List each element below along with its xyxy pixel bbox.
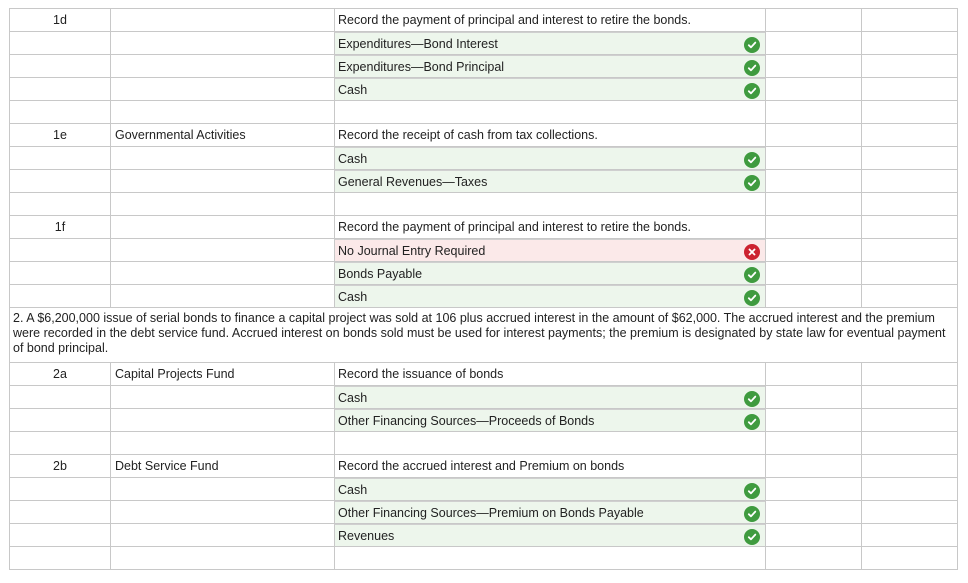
problem-2-description: 2. A $6,200,000 issue of serial bonds to finance a capital project was sold at 106 plus accrued interest in the amount of $62,000. The accrued interest and the premium were recorded in the debt service fund. Accrued interest on bonds sold must be used for interest payments; the premium is designated by state law for eventual payment of bond principal. <box>9 308 958 363</box>
credit-input[interactable] <box>861 386 958 408</box>
number-cell <box>9 262 110 284</box>
debit-input[interactable] <box>765 78 861 100</box>
fund-cell[interactable]: Governmental Activities <box>110 124 334 146</box>
account-name: Revenues <box>338 529 395 543</box>
table-row <box>9 262 958 285</box>
check-icon <box>744 83 760 99</box>
debit-input[interactable] <box>765 547 861 569</box>
instruction-text: Record the receipt of cash from tax collections. <box>334 124 765 146</box>
check-icon <box>744 529 760 545</box>
table-row <box>9 455 958 478</box>
credit-input[interactable] <box>861 239 958 261</box>
account-cell-empty[interactable] <box>334 193 765 215</box>
fund-cell[interactable] <box>110 193 334 215</box>
check-icon <box>744 290 760 306</box>
table-row <box>9 285 958 308</box>
fund-cell[interactable] <box>110 78 334 100</box>
account-cell-empty[interactable] <box>334 432 765 454</box>
fund-cell[interactable] <box>110 432 334 454</box>
debit-input[interactable] <box>765 409 861 431</box>
fund-cell[interactable] <box>110 262 334 284</box>
table-row <box>9 432 958 455</box>
fund-cell[interactable] <box>110 524 334 546</box>
number-cell <box>9 78 110 100</box>
fund-cell[interactable]: Capital Projects Fund <box>110 363 334 385</box>
transaction-number: 1d <box>9 9 110 31</box>
fund-cell[interactable] <box>110 55 334 77</box>
account-select[interactable] <box>334 285 765 307</box>
number-cell <box>9 147 110 169</box>
table-row <box>9 547 958 570</box>
account-name: Bonds Payable <box>338 267 423 281</box>
table-row <box>9 9 958 32</box>
debit-cell[interactable] <box>765 9 861 31</box>
account-name: Cash <box>338 83 368 97</box>
account-name: Cash <box>338 290 368 304</box>
credit-input[interactable] <box>861 409 958 431</box>
account-select[interactable] <box>334 262 765 284</box>
number-cell <box>9 478 110 500</box>
table-row <box>9 363 958 386</box>
table-row <box>9 101 958 124</box>
account-select[interactable] <box>334 170 765 192</box>
account-name: Other Financing Sources—Proceeds of Bonds <box>338 414 595 428</box>
table-row <box>9 386 958 409</box>
number-cell <box>9 285 110 307</box>
account-name: Expenditures—Bond Interest <box>338 37 498 51</box>
credit-input[interactable] <box>861 524 958 546</box>
credit-cell[interactable] <box>861 9 958 31</box>
check-icon <box>744 506 760 522</box>
credit-input[interactable] <box>861 78 958 100</box>
account-name: General Revenues—Taxes <box>338 175 488 189</box>
account-select[interactable] <box>334 78 765 100</box>
check-icon <box>744 175 760 191</box>
fund-cell[interactable] <box>110 386 334 408</box>
debit-cell[interactable] <box>765 216 861 238</box>
account-select[interactable] <box>334 409 765 431</box>
fund-cell[interactable] <box>110 32 334 54</box>
fund-cell[interactable] <box>110 547 334 569</box>
table-row <box>9 193 958 216</box>
credit-input[interactable] <box>861 101 958 123</box>
instruction-text: Record the issuance of bonds <box>334 363 765 385</box>
account-name: Cash <box>338 483 368 497</box>
debit-input[interactable] <box>765 524 861 546</box>
debit-input[interactable] <box>765 432 861 454</box>
table-row <box>9 524 958 547</box>
debit-input[interactable] <box>765 501 861 523</box>
number-cell <box>9 524 110 546</box>
fund-cell[interactable] <box>110 239 334 261</box>
credit-cell[interactable] <box>861 124 958 146</box>
instruction-text: Record the payment of principal and interest to retire the bonds. <box>334 9 765 31</box>
account-name: No Journal Entry Required <box>338 244 486 258</box>
number-cell <box>9 101 110 123</box>
debit-input[interactable] <box>765 285 861 307</box>
fund-cell[interactable] <box>110 285 334 307</box>
debit-input[interactable] <box>765 478 861 500</box>
debit-input[interactable] <box>765 193 861 215</box>
instruction-text: Record the accrued interest and Premium on bonds <box>334 455 765 477</box>
check-icon <box>744 483 760 499</box>
credit-input[interactable] <box>861 432 958 454</box>
transaction-number: 2b <box>9 455 110 477</box>
instruction-text: Record the payment of principal and interest to retire the bonds. <box>334 216 765 238</box>
credit-input[interactable] <box>861 285 958 307</box>
account-name: Cash <box>338 152 368 166</box>
transaction-number: 1f <box>9 216 110 238</box>
table-row <box>9 501 958 524</box>
account-select[interactable] <box>334 147 765 169</box>
debit-input[interactable] <box>765 386 861 408</box>
credit-input[interactable] <box>861 478 958 500</box>
credit-input[interactable] <box>861 501 958 523</box>
account-name: Other Financing Sources—Premium on Bonds Payable <box>338 506 644 520</box>
fund-cell[interactable]: Debt Service Fund <box>110 455 334 477</box>
credit-input[interactable] <box>861 547 958 569</box>
fund-cell[interactable] <box>110 9 334 31</box>
check-icon <box>744 267 760 283</box>
account-select[interactable] <box>334 524 765 546</box>
table-row <box>9 32 958 55</box>
fund-cell[interactable] <box>110 501 334 523</box>
table-row <box>9 55 958 78</box>
account-select[interactable] <box>334 55 765 77</box>
credit-input[interactable] <box>861 147 958 169</box>
debit-input[interactable] <box>765 262 861 284</box>
check-icon <box>744 391 760 407</box>
debit-input[interactable] <box>765 147 861 169</box>
worksheet-top-edge <box>9 0 958 9</box>
credit-input[interactable] <box>861 262 958 284</box>
number-cell <box>9 55 110 77</box>
debit-input[interactable] <box>765 170 861 192</box>
check-icon <box>744 37 760 53</box>
table-row <box>9 409 958 432</box>
number-cell <box>9 547 110 569</box>
account-select[interactable] <box>334 32 765 54</box>
number-cell <box>9 432 110 454</box>
table-row <box>9 124 958 147</box>
number-cell <box>9 386 110 408</box>
debit-cell[interactable] <box>765 124 861 146</box>
table-row <box>9 239 958 262</box>
credit-input[interactable] <box>861 32 958 54</box>
journal-entry-worksheet <box>9 0 958 570</box>
debit-cell[interactable] <box>765 455 861 477</box>
debit-cell[interactable] <box>765 363 861 385</box>
credit-cell[interactable] <box>861 363 958 385</box>
number-cell <box>9 409 110 431</box>
transaction-number: 2a <box>9 363 110 385</box>
debit-input[interactable] <box>765 239 861 261</box>
fund-cell[interactable] <box>110 170 334 192</box>
debit-input[interactable] <box>765 32 861 54</box>
check-icon <box>744 60 760 76</box>
number-cell <box>9 239 110 261</box>
table-row <box>9 147 958 170</box>
check-icon <box>744 414 760 430</box>
account-select[interactable] <box>334 239 765 261</box>
table-row <box>9 478 958 501</box>
fund-cell[interactable] <box>110 478 334 500</box>
account-cell-empty[interactable] <box>334 547 765 569</box>
fund-cell[interactable] <box>110 101 334 123</box>
number-cell <box>9 32 110 54</box>
fund-cell[interactable] <box>110 147 334 169</box>
account-cell-empty[interactable] <box>334 101 765 123</box>
table-row <box>9 78 958 101</box>
credit-input[interactable] <box>861 193 958 215</box>
account-name: Expenditures—Bond Principal <box>338 60 505 74</box>
table-row <box>9 170 958 193</box>
account-select[interactable] <box>334 478 765 500</box>
debit-input[interactable] <box>765 55 861 77</box>
credit-cell[interactable] <box>861 216 958 238</box>
check-icon <box>744 152 760 168</box>
debit-input[interactable] <box>765 101 861 123</box>
transaction-number: 1e <box>9 124 110 146</box>
account-select[interactable] <box>334 501 765 523</box>
number-cell <box>9 170 110 192</box>
account-name: Cash <box>338 391 368 405</box>
table-row <box>9 216 958 239</box>
account-select[interactable] <box>334 386 765 408</box>
fund-cell[interactable] <box>110 409 334 431</box>
number-cell <box>9 501 110 523</box>
credit-cell[interactable] <box>861 455 958 477</box>
number-cell <box>9 193 110 215</box>
x-icon <box>744 244 760 260</box>
credit-input[interactable] <box>861 55 958 77</box>
fund-cell[interactable] <box>110 216 334 238</box>
credit-input[interactable] <box>861 170 958 192</box>
